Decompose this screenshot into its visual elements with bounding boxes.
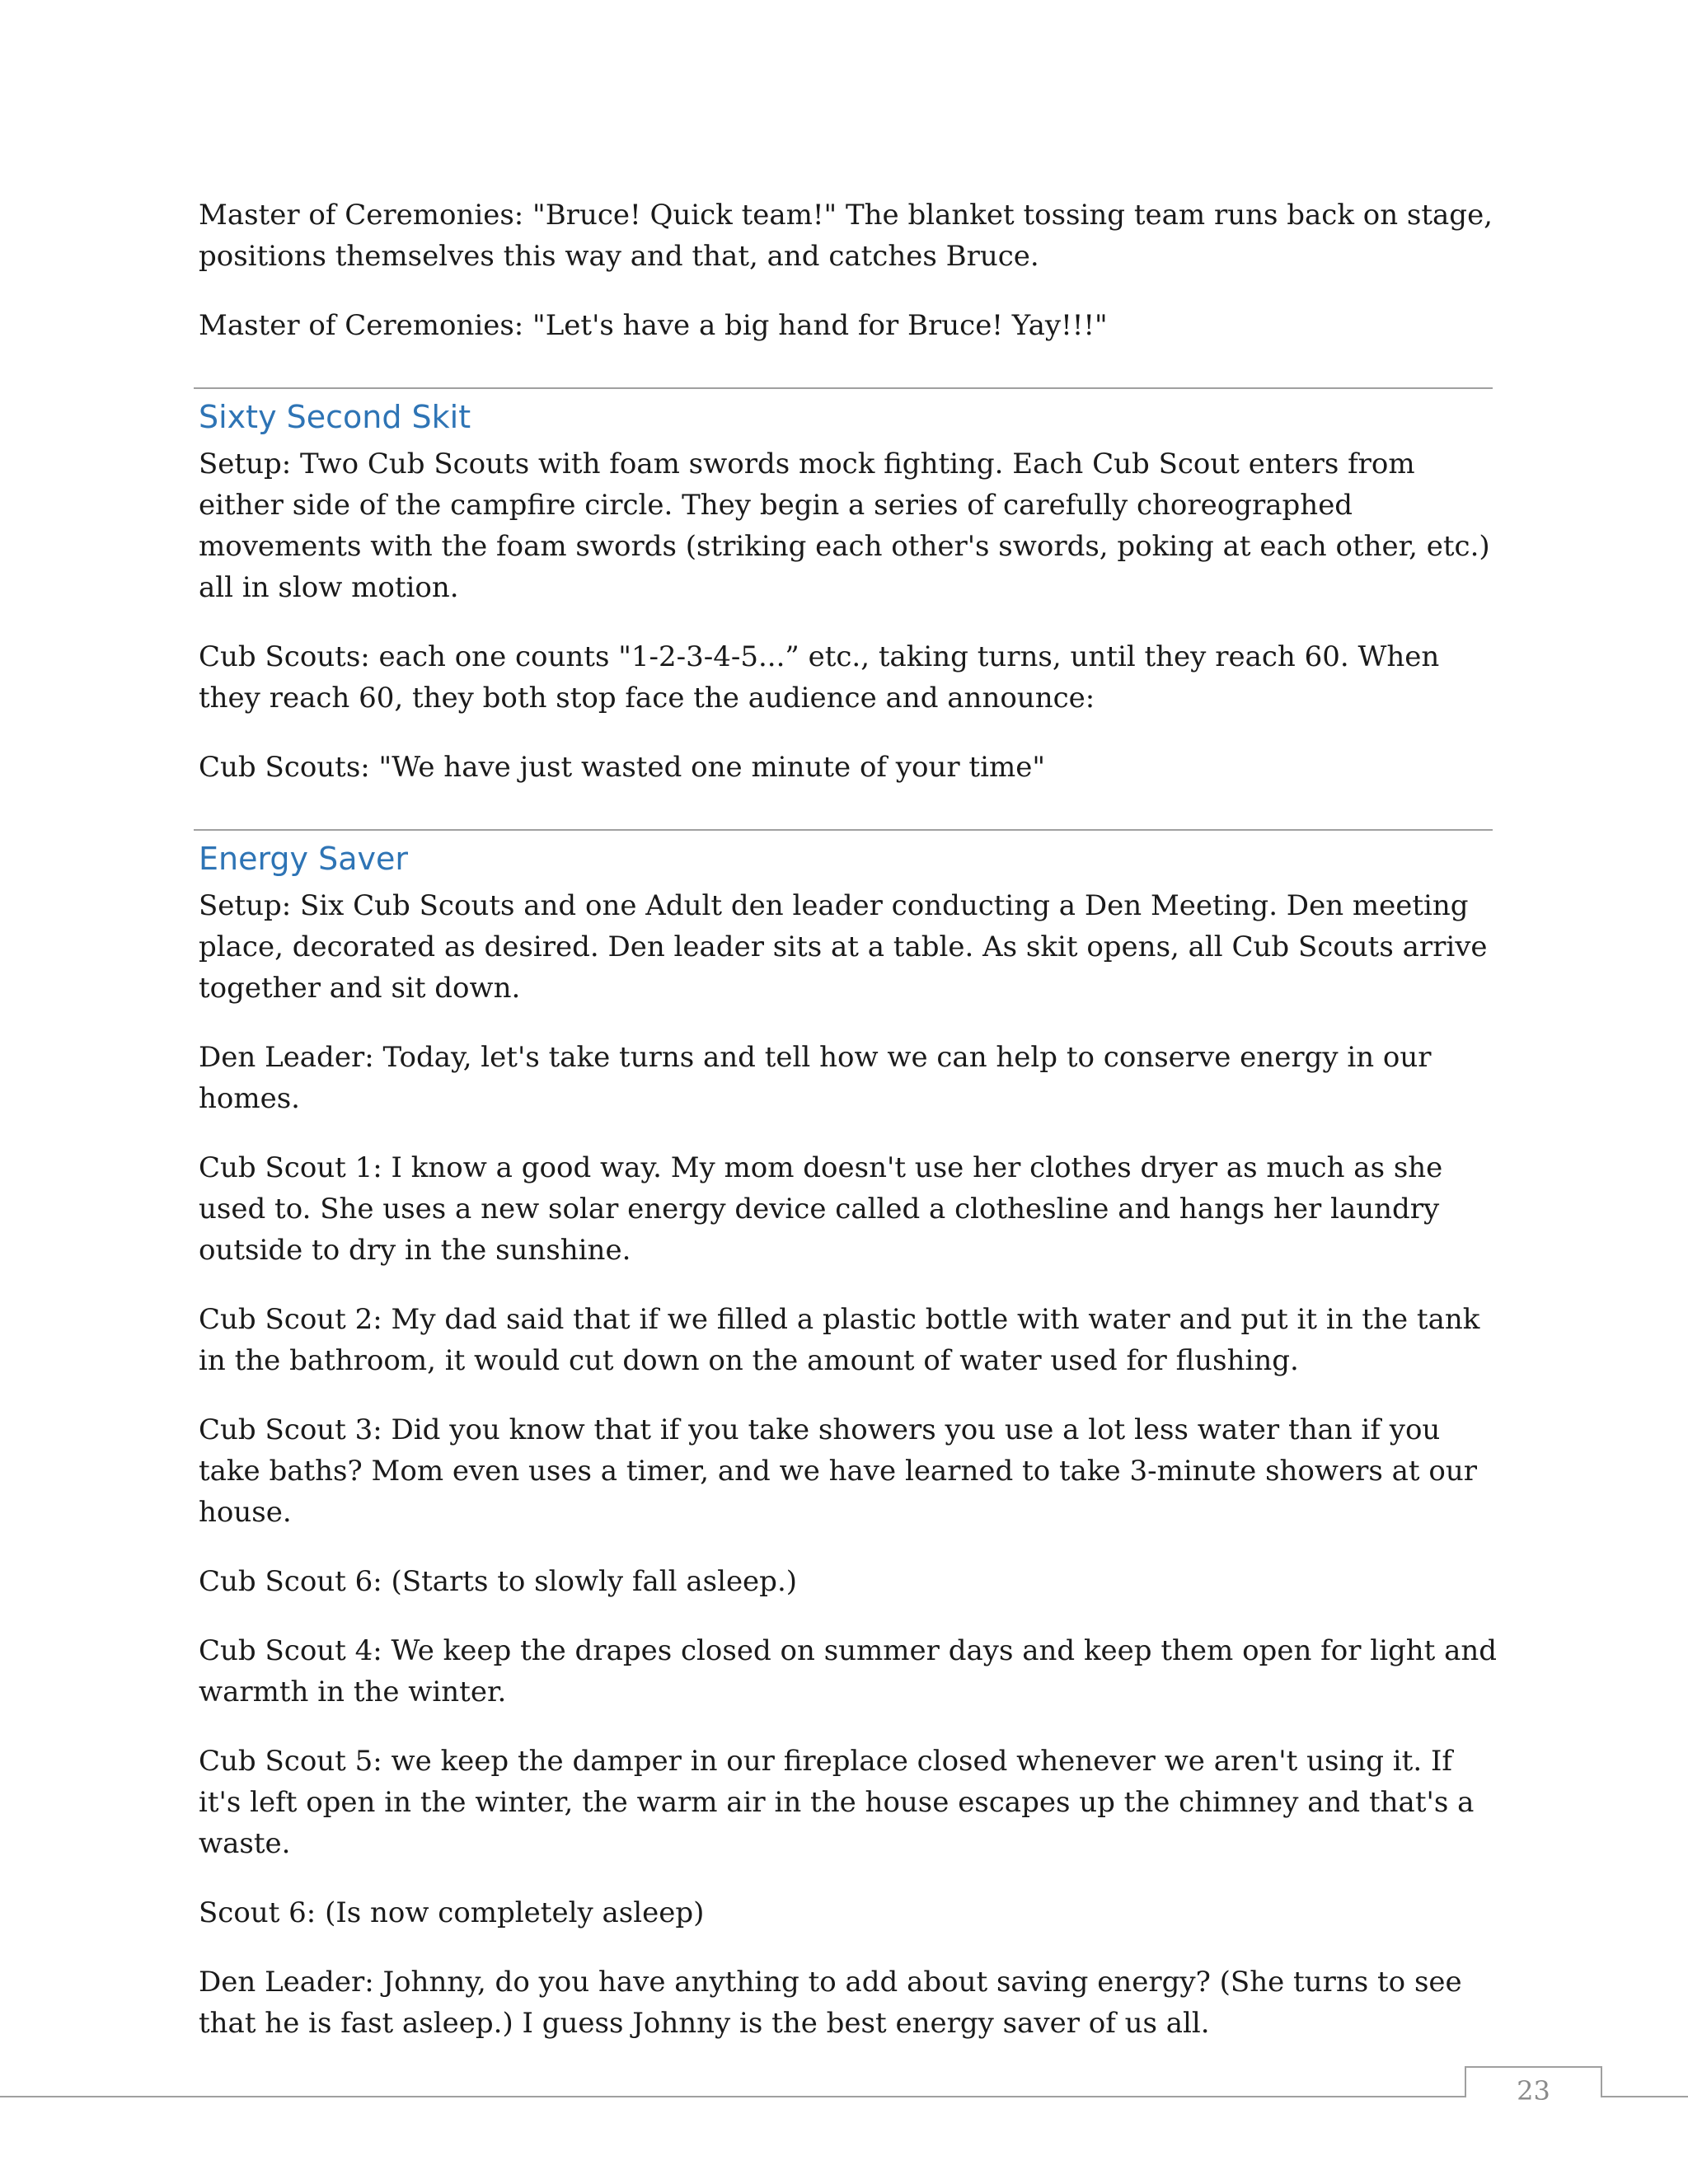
section-divider xyxy=(194,387,1493,389)
page-content xyxy=(199,194,1501,2072)
section-2-paragraph-9: Scout 6: (Is now completely asleep) xyxy=(199,1896,705,1929)
section-heading-energy-saver: Energy Saver xyxy=(199,841,409,877)
section-2-paragraph-7: Cub Scout 4: We keep the drapes closed on summer days and keep them open for light and warmth in the winter. xyxy=(199,1634,1498,1708)
section-1-paragraph-3: Cub Scouts: "We have just wasted one minute of your time" xyxy=(199,751,1045,784)
section-heading-sixty-second-skit: Sixty Second Skit xyxy=(199,399,471,435)
footer-rule xyxy=(0,2096,1688,2097)
section-2-paragraph-4: Cub Scout 2: My dad said that if we filled a plastic bottle with water and put it in the tank in the bathroom, it would cut down on the amount of water used for flushing. xyxy=(199,1303,1480,1377)
section-2-paragraph-8: Cub Scout 5: we keep the damper in our fireplace closed whenever we aren't using it. If it's left open in the winter, the warm air in the house escapes up the chimney and that's a waste. xyxy=(199,1745,1475,1860)
section-2-paragraph-1: Setup: Six Cub Scouts and one Adult den leader conducting a Den Meeting. Den meeting place, decorated as desired. Den leader sits at a table. As skit opens, all Cub Scouts arrive together and sit down. xyxy=(199,889,1488,1005)
page-number-box xyxy=(1465,2066,1602,2107)
section-2-paragraph-3: Cub Scout 1: I know a good way. My mom doesn't use her clothes dryer as much as she used to. She uses a new solar energy device called a clothesline and hangs her laundry outside to dry in the sunshine. xyxy=(199,1151,1443,1267)
section-2-paragraph-6: Cub Scout 6: (Starts to slowly fall asleep.) xyxy=(199,1565,798,1598)
section-2-paragraph-10: Den Leader: Johnny, do you have anything to add about saving energy? (She turns to see that he is fast asleep.) I guess Johnny is the best energy saver of us all. xyxy=(199,1966,1462,2040)
intro-paragraph-2: Master of Ceremonies: "Let's have a big hand for Bruce! Yay!!!" xyxy=(199,309,1108,342)
section-divider xyxy=(194,829,1493,831)
section-2-paragraph-2: Den Leader: Today, let's take turns and tell how we can help to conserve energy in our homes. xyxy=(199,1041,1432,1115)
section-1-paragraph-2: Cub Scouts: each one counts "1-2-3-4-5...” etc., taking turns, until they reach 60. When they reach 60, they both stop face the audience and announce: xyxy=(199,640,1440,715)
section-1-paragraph-1: Setup: Two Cub Scouts with foam swords mock fighting. Each Cub Scout enters from either side of the campfire circle. They begin a series of carefully choreographed movements with the foam swords (striking each other's swords, poking at each other, etc.) all in slow motion. xyxy=(199,448,1490,604)
intro-paragraph-1: Master of Ceremonies: "Bruce! Quick team!" The blanket tossing team runs back on stage, positions themselves this way and that, and catches Bruce. xyxy=(199,199,1493,273)
section-2-paragraph-5: Cub Scout 3: Did you know that if you take showers you use a lot less water than if you take baths? Mom even uses a timer, and we have learned to take 3-minute showers at our house. xyxy=(199,1413,1477,1529)
page-number: 23 xyxy=(1517,2075,1550,2107)
